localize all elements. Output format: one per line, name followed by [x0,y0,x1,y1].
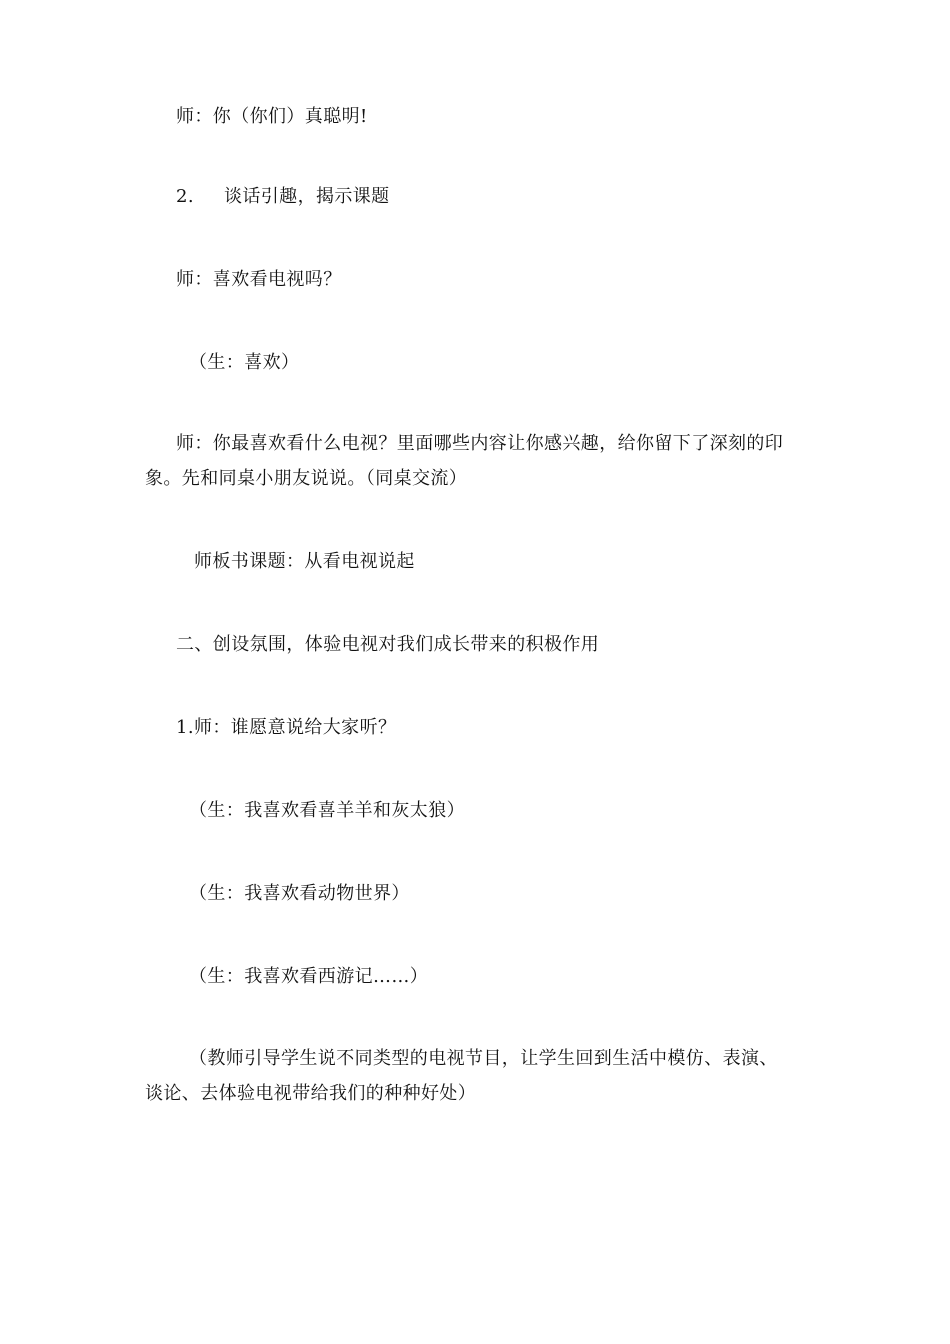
teacher-guidance-paragraph [145,1041,778,1111]
section-heading-two: 二、创设氛围，体验电视对我们成长带来的积极作用 [176,634,600,655]
paragraph-line: 谈论、去体验电视带给我们的种种好处） [145,1083,477,1104]
paragraph-line: 师：你最喜欢看什么电视？里面哪些内容让你感兴趣，给你留下了深刻的印 [176,433,784,454]
blackboard-title-line: 师板书课题：从看电视说起 [194,551,415,572]
teacher-question-line-2: 1.师：谁愿意说给大家听？ [176,717,397,738]
student-answer-line: （生：喜欢） [189,352,300,373]
student-answer-line-3: （生：我喜欢看动物世界） [189,883,410,904]
paragraph-line: 象。先和同桌小朋友说说。（同桌交流） [145,468,468,489]
teacher-question-line: 师：喜欢看电视吗？ [176,269,342,290]
paragraph-line: （教师引导学生说不同类型的电视节目，让学生回到生活中模仿、表演、 [189,1048,778,1069]
teacher-prompt-paragraph [145,426,783,496]
student-answer-line-4: （生：我喜欢看西游记……） [189,966,429,987]
student-answer-line-2: （生：我喜欢看喜羊羊和灰太狼） [189,800,465,821]
section-heading-2 [176,186,390,208]
section-number: 2. [176,186,194,207]
teacher-praise-line: 师：你（你们）真聪明! [176,106,368,127]
section-title: 谈话引趣，揭示课题 [223,186,390,207]
